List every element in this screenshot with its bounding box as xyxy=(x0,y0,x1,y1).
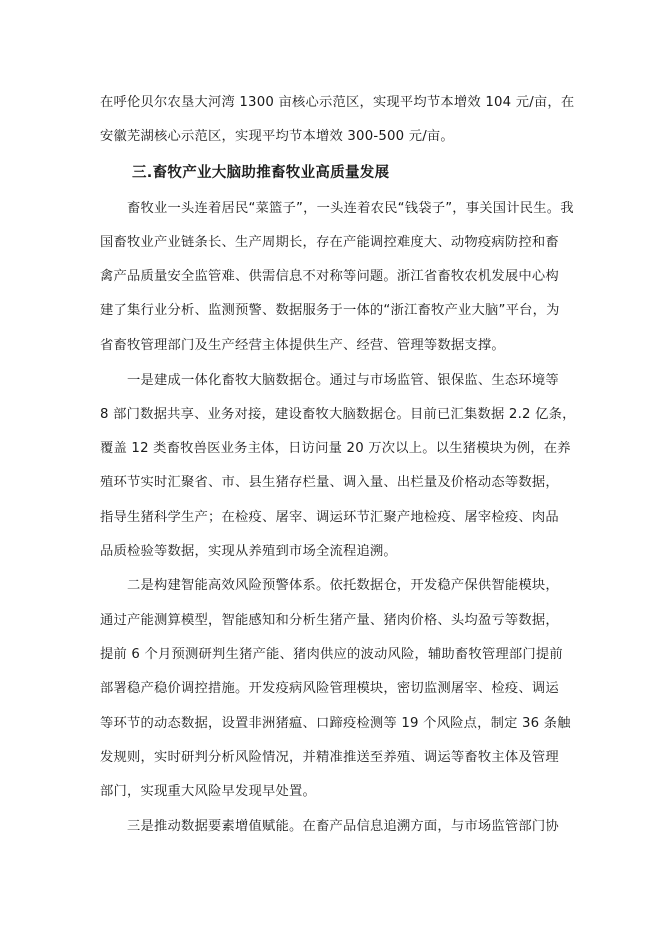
section-heading: 三.畜牧产业大脑助推畜牧业高质量发展 xyxy=(132,165,390,181)
intro-line-2: 安徽芜湖核心示范区，实现平均节本增效 300-500 元/亩。 xyxy=(100,129,454,144)
para3-line-2: 通过产能测算模型，智能感知和分析生猪产量、猪肉价格、头均盈亏等数据， xyxy=(100,613,559,628)
para1-line-3: 禽产品质量安全监管难、供需信息不对称等问题。浙江省畜牧农机发展中心构 xyxy=(100,269,559,284)
para2-line-1: 一是建成一体化畜牧大脑数据仓。通过与市场监管、银保监、生态环境等 xyxy=(127,373,559,388)
para2-line-3: 覆盖 12 类畜牧兽医业务主体，日访问量 20 万次以上。以生猪模块为例，在养 xyxy=(100,441,571,456)
para1-line-1: 畜牧业一头连着居民“菜篮子”，一头连着农民“钱袋子”，事关国计民生。我 xyxy=(127,201,574,216)
para2-line-6: 品质检验等数据，实现从养殖到市场全流程追溯。 xyxy=(100,544,397,559)
para1-line-5: 省畜牧管理部门及生产经营主体提供生产、经营、管理等数据支撑。 xyxy=(100,338,505,353)
para1-line-4: 建了集行业分析、监测预警、数据服务于一体的“浙江畜牧产业大脑”平台，为 xyxy=(100,303,560,318)
intro-line-1: 在呼伦贝尔农垦大河湾 1300 亩核心示范区，实现平均节本增效 104 元/亩，在 xyxy=(100,95,575,110)
para1-line-2: 国畜牧业产业链条长、生产周期长，存在产能调控难度大、动物疫病防控和畜 xyxy=(100,235,559,250)
para3-line-6: 发规则，实时研判分析风险情况，并精准推送至养殖、调运等畜牧主体及管理 xyxy=(100,750,559,765)
para2-line-4: 殖环节实时汇聚省、市、县生猪存栏量、调入量、出栏量及价格动态等数据， xyxy=(100,475,559,490)
para2-line-5: 指导生猪科学生产；在检疫、屠宰、调运环节汇聚产地检疫、屠宰检疫、肉品 xyxy=(100,510,559,525)
para3-line-1: 二是构建智能高效风险预警体系。依托数据仓，开发稳产保供智能模块， xyxy=(127,578,559,593)
para3-line-3: 提前 6 个月预测研判生猪产能、猪肉供应的波动风险，辅助畜牧管理部门提前 xyxy=(100,647,563,662)
para3-line-4: 部署稳产稳价调控措施。开发疫病风险管理模块，密切监测屠宰、检疫、调运 xyxy=(100,681,559,696)
para4-line-1: 三是推动数据要素增值赋能。在畜产品信息追溯方面，与市场监管部门协 xyxy=(127,819,559,834)
para3-line-7: 部门，实现重大风险早发现早处置。 xyxy=(100,784,316,799)
para2-line-2: 8 部门数据共享、业务对接，建设畜牧大脑数据仓。目前已汇集数据 2.2 亿条， xyxy=(100,407,576,422)
para3-line-5: 等环节的动态数据，设置非洲猪瘟、口蹄疫检测等 19 个风险点，制定 36 条触 xyxy=(100,716,571,731)
